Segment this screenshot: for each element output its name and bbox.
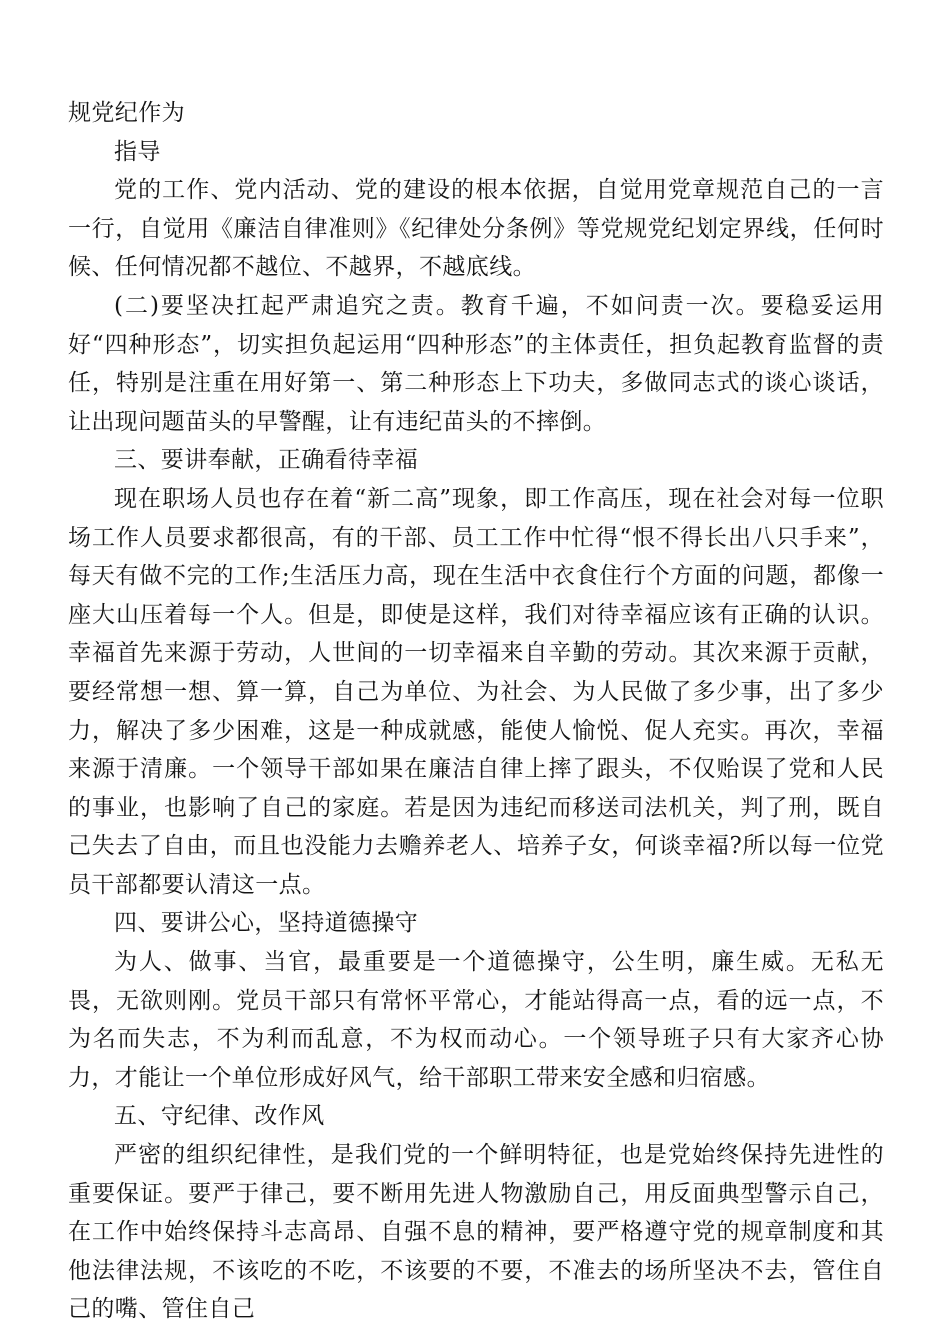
paragraph-accountability: (二)要坚决扛起严肃追究之责。教育千遍，不如问责一次。要稳妥运用好“四种形态”，切实担负起运用“四种形态”的主体责任，担负起教育监督的责任，特别是注重在用好第一、第二种形态上下功夫，多做同志式的谈心谈话，让出现问题苗头的早警醒，让有违纪苗头的不摔倒。 bbox=[68, 292, 884, 435]
paragraph-moral-integrity: 为人、做事、当官，最重要是一个道德操守，公生明，廉生威。无私无畏，无欲则刚。党员干部只有常怀平常心，才能站得高一点，看的远一点，不为名而失志，不为利而乱意，不为权而动心。一个领导班子只有大家齐心协力，才能让一个单位形成好风气，给干部职工带来安全感和归宿感。 bbox=[68, 949, 884, 1091]
paragraph-party-work: 党的工作、党内活动、党的建设的根本依据，自觉用党章规范自己的一言一行，自觉用《廉洁自律准则》《纪律处分条例》等党规党纪划定界线，任何时候、任何情况都不越位、不越界，不越底线。 bbox=[68, 177, 884, 281]
section-heading-discipline: 五、守纪律、改作风 bbox=[114, 1103, 325, 1130]
paragraph-continuation: 规党纪作为 bbox=[68, 100, 185, 126]
paragraph-happiness: 现在职场人员也存在着“新二高”现象，即工作高压，现在社会对每一位职场工作人员要求都很高，有的干部、员工工作中忙得“恨不得长出八只手来”，每天有做不完的工作;生活压力高，现在生活中衣食住行个方面的问题，都像一座大山压着每一个人。但是，即使是这样，我们对待幸福应该有正确的认识。幸福首先来源于劳动，人世间的一切幸福来自辛勤的劳动。其次来源于贡献，要经常想一想、算一算，自己为单位、为社会、为人民做了多少事，出了多少力，解决了多少困难，这是一种成就感，能使人愉悦、促人充实。再次，幸福来源于清廉。一个领导干部如果在廉洁自律上摔了跟头，不仅贻误了党和人民的事业，也影响了自己的家庭。若是因为违纪而移送司法机关，判了刑，既自己失去了自由，而且也没能力去赡养老人、培养子女，何谈幸福?所以每一位党员干部都要认清这一点。 bbox=[68, 485, 884, 898]
document-body bbox=[68, 94, 884, 1329]
section-heading-guidance: 指导 bbox=[114, 138, 161, 165]
paragraph-organizational-discipline: 严密的组织纪律性，是我们党的一个鲜明特征，也是党始终保持先进性的重要保证。要严于律己，要不断用先进人物激励自己，用反面典型警示自己，在工作中始终保持斗志高昂、自强不息的精神，要严格遵守党的规章制度和其他法律法规，不该吃的不吃，不该要的不要，不准去的场所坚决不去，管住自己的嘴、管住自己 bbox=[68, 1142, 884, 1323]
section-heading-dedication: 三、要讲奉献，正确看待幸福 bbox=[114, 447, 419, 474]
section-heading-public-spirit: 四、要讲公心，坚持道德操守 bbox=[114, 910, 419, 937]
